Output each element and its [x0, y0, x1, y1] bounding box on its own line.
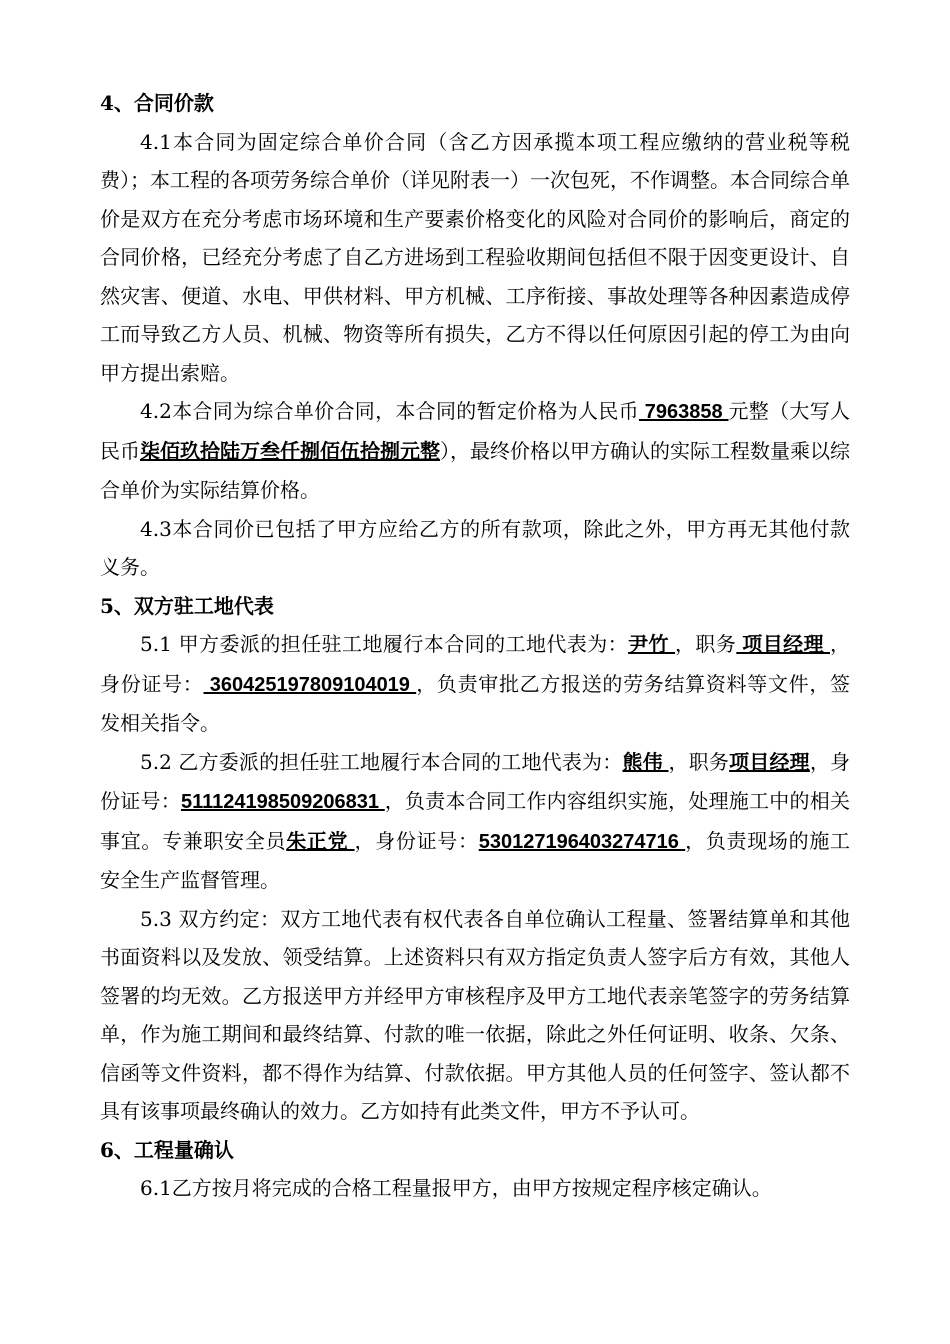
section-4-heading: 4、合同价款: [100, 91, 214, 115]
clause-5-2-text-d: ，负责本合同工作内容组织实施，处理施工中的相关事宜。专兼职安全员: [100, 789, 850, 853]
contract-amount-words: 柒佰玖拾陆万叁仟捌佰伍拾捌元整: [140, 440, 440, 463]
clause-5-1-text-b: ，职务: [674, 632, 737, 656]
clause-5-2: [100, 743, 850, 900]
section-5-heading: 5、双方驻工地代表: [100, 593, 274, 618]
document-page: [100, 84, 850, 1208]
clause-4-1: 4.1本合同为固定综合单价合同（含乙方因承揽本项工程应缴纳的营业税等税费）；本工程的各项劳务综合单价（详见附表一）一次包死，不作调整。本合同综合单价是双方在充分考虑市场环境和生产要素价格变化的风险对合同价的影响后，商定的合同价格，已经充分考虑了自乙方进场到工程验收期间包括但不限于因变更设计、自然灾害、便道、水电、甲供材料、甲方机械、工序衔接、事故处理等各种因素造成停工而导致乙方人员、机械、物资等所有损失，乙方不得以任何原因引起的停工为由向甲方提出索赔。: [100, 129, 850, 385]
party-a-rep-name: 尹竹: [628, 634, 675, 656]
clause-6-1: 6.1乙方按月将完成的合格工程量报甲方，由甲方按规定程序核定确认。: [140, 1176, 772, 1200]
clause-5-2-text-b: ，职务: [668, 749, 730, 774]
contract-amount: 7963858: [638, 401, 729, 423]
clause-5-2-text-a: 5.2 乙方委派的担任驻工地履行本合同的工地代表为：: [140, 749, 623, 774]
clause-4-2-text-a: 4.2本合同为综合单价合同，本合同的暂定价格为人民币: [140, 399, 639, 423]
clause-5-1: [100, 625, 850, 743]
party-b-rep-post: 项目经理: [729, 751, 810, 774]
safety-officer-name: 朱正党: [286, 830, 355, 853]
clause-5-2-text-c: ，身份证号：: [100, 749, 851, 813]
clause-5-3: 5.3 双方约定：双方工地代表有权代表各自单位确认工程量、签署结算单和其他书面资料以及发放、领受结算。上述资料只有双方指定负责人签字后方有效，其他人签署的均无效。乙方报送甲方并经甲方审核程序及甲方工地代表亲笔签字的劳务结算单，作为施工期间和最终结算、付款的唯一依据，除此之外任何证明、收条、欠条、信函等文件资料，都不得作为结算、付款依据。甲方其他人员的任何签字、签认都不具有该事项最终确认的效力。乙方如持有此类文件，甲方不予认可。: [100, 906, 850, 1123]
clause-4-2-text-c: ），最终价格以甲方确认的实际工程数量乘以综合单价为实际结算价格。: [100, 438, 850, 502]
clause-5-1-text-c: ，身份证号：: [100, 632, 851, 696]
clause-5-1-text-a: 5.1 甲方委派的担任驻工地履行本合同的工地代表为：: [140, 632, 629, 656]
party-b-rep-name: 熊伟: [622, 751, 669, 774]
clause-4-2: [100, 392, 850, 510]
clause-5-2-text-e: ，身份证号：: [354, 828, 479, 853]
safety-officer-id: 530127196403274716: [478, 830, 686, 853]
clause-4-3: 4.3本合同价已包括了甲方应给乙方的所有款项，除此之外，甲方再无其他付款义务。: [100, 516, 850, 579]
clause-4-2-text-b: 元整（大写人民币: [100, 399, 850, 463]
clause-5-1-text-d: ，负责审批乙方报送的劳务结算资料等文件，签发相关指令。: [100, 671, 851, 735]
party-a-rep-post: 项目经理: [736, 634, 831, 656]
section-6-heading: 6、工程量确认: [100, 1137, 234, 1162]
clause-5-2-text-f: ，负责现场的施工安全生产监督管理。: [100, 828, 851, 892]
party-a-rep-id: 360425197809104019: [203, 673, 417, 696]
party-b-rep-id: 511124198509206831: [180, 791, 385, 813]
